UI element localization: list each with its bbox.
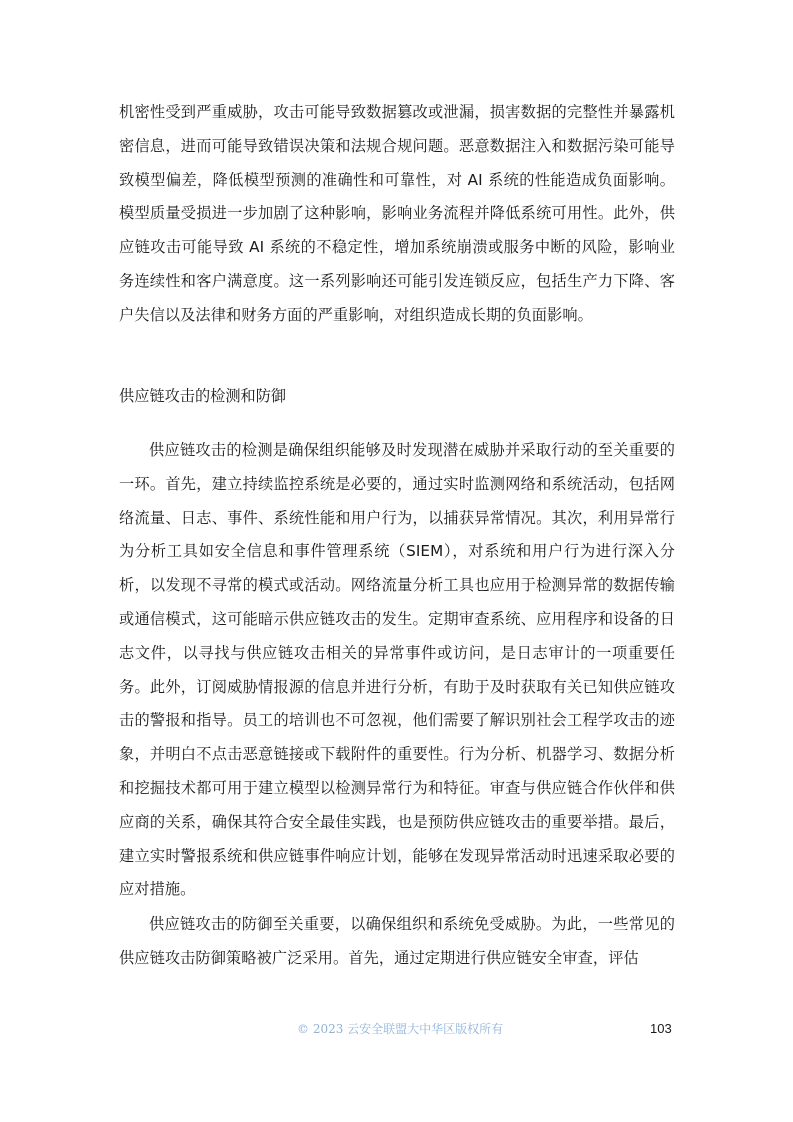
paragraph-text: 供应链攻击的检测是确保组织能够及时发现潜在威胁并采取行动的至关重要的一环。首先，建立持续监控系统是必要的，通过实时监测网络和系统活动，包括网络流量、日志、事件、系统性能和用户行为，以捕获异常情况。其次，利用异常行为分析工具如安全信息和事件管理系统（SIEM），对系统和用户行为进行深入分析，以发现不寻常的模式或活动。网络流量分析工具也应用于检测异常的数据传输或通信模式，这可能暗示供应链攻击的发生。定期审查系统、应用程序和设备的日志文件，以寻找与供应链攻击相关的异常事件或访问，是日志审计的一项重要任务。此外，订阅威胁情报源的信息并进行分析，有助于及时获取有关已知供应链攻击的警报和指导。员工的培训也不可忽视，他们需要了解识别社会工程学攻击的迹象，并明白不点击恶意链接或下载附件的重要性。行为分析、机器学习、数据分析和挖掘技术都可用于建立模型以检测异常行为和特征。审查与供应链合作伙伴和供应商的关系，确保其符合安全最佳实践，也是预防供应链攻击的重要举措。最后，建立实时警报系统和供应链事件响应计划，能够在发现异常活动时迅速采取必要的应对措施。 bbox=[119, 441, 675, 899]
page-footer bbox=[0, 1019, 793, 1043]
section-heading: 供应链攻击的检测和防御 bbox=[119, 387, 287, 405]
footer-copyright: © 2023 云安全联盟大中华区版权所有 bbox=[297, 1022, 504, 1036]
body-paragraph-3 bbox=[119, 908, 675, 976]
body-paragraph-1 bbox=[119, 96, 675, 333]
page-number: 103 bbox=[650, 1021, 672, 1036]
body-paragraph-2 bbox=[119, 434, 675, 907]
paragraph-text: 机密性受到严重威胁，攻击可能导致数据篡改或泄漏，损害数据的完整性并暴露机密信息，进而可能导致错误决策和法规合规问题。恶意数据注入和数据污染可能导致模型偏差，降低模型预测的准确性和可靠性，对 AI 系统的性能造成负面影响。模型质量受损进一步加剧了这种影响，影响业务流程并降低系统可用性。此外，供应链攻击可能导致 AI 系统的不稳定性，增加系统崩溃或服务中断的风险，影响业务连续性和客户满意度。这一系列影响还可能引发连锁反应，包括生产力下降、客户失信以及法律和财务方面的严重影响，对组织造成长期的负面影响。 bbox=[119, 103, 675, 324]
paragraph-text: 供应链攻击的防御至关重要，以确保组织和系统免受威胁。为此，一些常见的供应链攻击防御策略被广泛采用。首先，通过定期进行供应链安全审查，评估 bbox=[119, 915, 675, 967]
